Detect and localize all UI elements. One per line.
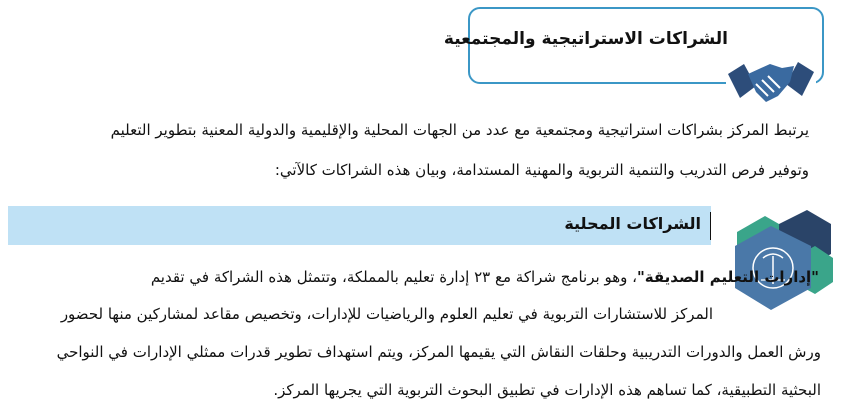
section-header-bar	[8, 206, 711, 245]
intro-line-2: وتوفير فرص التدريب والتنمية التربوية والمهنية المستدامة، وبيان هذه الشراكات كالآتي:	[274, 161, 809, 179]
center-logo-icon	[723, 210, 833, 320]
page-title: الشراكات الاستراتيجية والمجتمعية	[443, 29, 728, 49]
body-line-2: المركز للاستشارات التربوية في تعليم العلوم والرياضيات للإدارات، وتخصيص مقاعد لمشاركين منها لحضور	[60, 305, 713, 323]
body-line-1-bold: "إدارات التعليم الصديقة"	[636, 268, 819, 286]
body-line-1-rest: ، وهو برنامج شراكة مع ٢٣ إدارة تعليم بالمملكة، وتتمثل هذه الشراكة في تقديم	[150, 268, 637, 286]
handshake-icon	[726, 52, 816, 110]
body-line-3: ورش العمل والدورات التدريبية وحلقات النقاش التي يقيمها المركز، ويتم استهداف تطوير قدرات ممثلي الإدارات في النواحي	[56, 343, 821, 361]
body-line-4: البحثية التطبيقية، كما تساهم هذه الإدارات في تطبيق البحوث التربوية التي يجريها المركز.	[273, 381, 821, 399]
text-cursor	[710, 212, 711, 240]
body-line-1	[151, 268, 819, 286]
section-title: الشراكات المحلية	[564, 214, 701, 233]
intro-line-1: يرتبط المركز بشراكات استراتيجية ومجتمعية مع عدد من الجهات المحلية والإقليمية والدولية المعنية بتطوير التعليم	[110, 121, 809, 139]
